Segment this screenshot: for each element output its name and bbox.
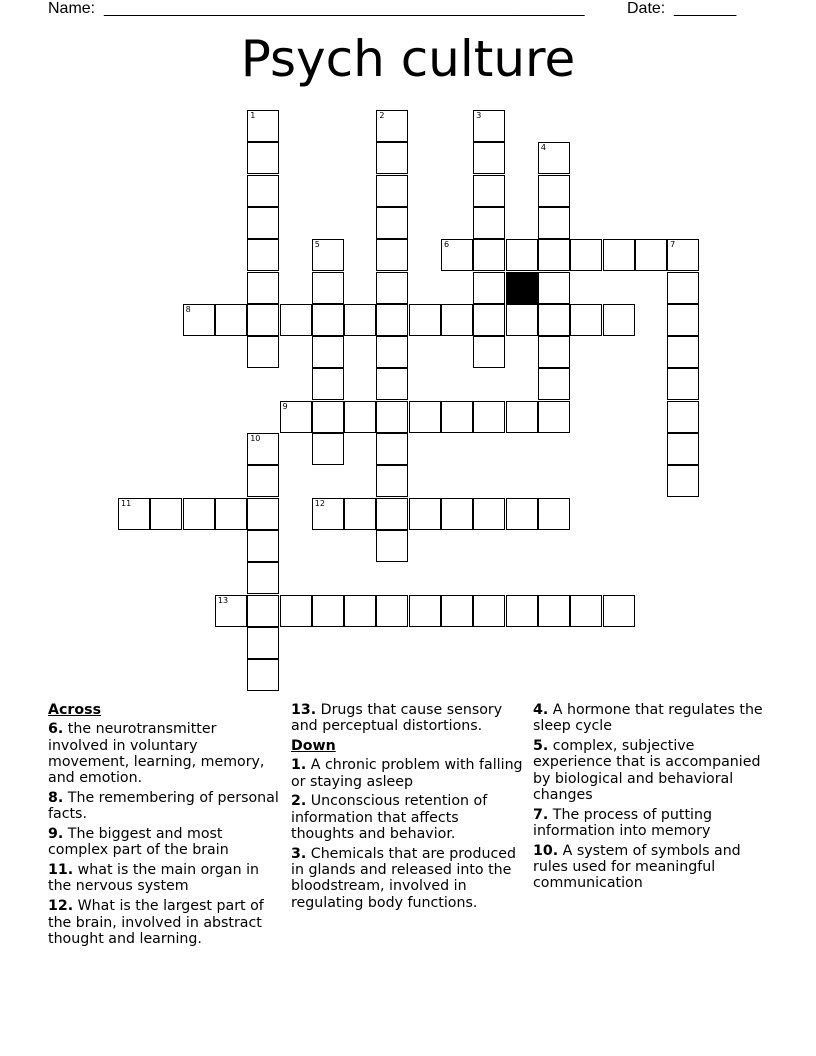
clue-number: 11 [121, 498, 132, 508]
down-clue-3: 3. Chemicals that are produced in glands and released into the bloodstream, involved in regulating body functions. [291, 845, 517, 911]
grid-cell[interactable] [441, 304, 473, 336]
grid-cell[interactable] [441, 595, 473, 627]
grid-cell[interactable] [441, 239, 473, 271]
grid-cell[interactable] [506, 239, 538, 271]
grid-cell[interactable] [538, 401, 570, 433]
grid-cell[interactable] [506, 304, 538, 336]
grid-cell[interactable] [667, 336, 699, 368]
across-clue-9: 9. The biggest and most complex part of the brain [48, 826, 229, 859]
across-clue-12: 12. What is the largest part of the brain, involved in abstract thought and learning. [48, 898, 264, 947]
clue-number: 13 [217, 595, 229, 605]
grid-cell[interactable] [570, 239, 602, 271]
grid-cell[interactable] [376, 207, 408, 239]
grid-cell[interactable] [247, 627, 279, 659]
clue-number: 5 [314, 240, 320, 250]
grid-cell[interactable] [376, 368, 408, 400]
grid-cell[interactable] [376, 239, 408, 271]
grid-cell[interactable] [473, 498, 505, 530]
grid-cell[interactable] [215, 498, 247, 530]
clue-number: 1 [250, 111, 256, 120]
clue-number: 6 [444, 240, 450, 250]
black-cell [506, 272, 538, 304]
grid-cell[interactable] [538, 142, 570, 174]
down-clue-7: 7. The process of putting information into memory [533, 806, 712, 840]
grid-cell[interactable] [376, 401, 408, 433]
grid-cell[interactable] [376, 336, 408, 368]
grid-cell[interactable] [247, 595, 279, 627]
date-label: Date: [627, 0, 666, 17]
across-clue-6: 6. the neurotransmitter involved in voluntary movement, learning, memory, and emotion. [48, 721, 265, 787]
clue-number: 10 [250, 434, 261, 443]
grid-cell[interactable] [215, 595, 247, 627]
clues-column-3 [533, 702, 773, 895]
grid-cell[interactable] [312, 595, 344, 627]
grid-cell[interactable] [409, 401, 441, 433]
page-title: Psych culture [240, 30, 576, 88]
grid-cell[interactable] [409, 304, 441, 336]
name-field[interactable]: ______________________________________________________ [104, 0, 585, 17]
grid-cell[interactable] [344, 304, 376, 336]
grid-cell[interactable] [473, 272, 505, 304]
grid-cell[interactable] [538, 595, 570, 627]
grid-cell[interactable] [473, 401, 505, 433]
grid-cell[interactable] [441, 498, 473, 530]
grid-cell[interactable] [247, 110, 279, 142]
grid-cell[interactable] [247, 530, 279, 562]
grid-cell[interactable] [667, 304, 699, 336]
grid-cell[interactable] [247, 304, 279, 336]
grid-cell[interactable] [538, 207, 570, 239]
grid-cell[interactable] [312, 498, 344, 530]
grid-cell[interactable] [473, 142, 505, 174]
grid-cell[interactable] [150, 498, 182, 530]
clue-number: 12 [314, 498, 325, 508]
grid-cell[interactable] [376, 595, 408, 627]
grid-cell[interactable] [473, 207, 505, 239]
grid-cell[interactable] [118, 498, 150, 530]
clue-number: 8 [185, 304, 191, 314]
grid-cell[interactable] [473, 304, 505, 336]
clue-number: 4 [540, 143, 546, 153]
grid-cell[interactable] [409, 498, 441, 530]
grid-cell[interactable] [538, 175, 570, 207]
grid-cell[interactable] [376, 530, 408, 562]
across-clue-11: 11. what is the main organ in the nervous system [48, 862, 260, 895]
down-clue-1: 1. A chronic problem with falling or staying asleep [291, 757, 523, 790]
clue-number: 7 [670, 240, 676, 250]
across-clue-13: 13. Drugs that cause sensory and perceptual distortions. [291, 702, 503, 735]
grid-cell[interactable] [538, 336, 570, 368]
grid-cell[interactable] [247, 207, 279, 239]
grid-cell[interactable] [376, 142, 408, 174]
grid-cell[interactable] [538, 498, 570, 530]
down-clue-5: 5. complex, subjective experience that is accompanied by biological and behavioral changes [533, 738, 761, 803]
grid-cell[interactable] [312, 304, 344, 336]
grid-cell[interactable] [409, 595, 441, 627]
grid-cell[interactable] [376, 175, 408, 207]
grid-cell[interactable] [183, 498, 215, 530]
grid-cell[interactable] [376, 498, 408, 530]
clues-column-2 [291, 702, 526, 915]
grid-cell[interactable] [538, 272, 570, 304]
grid-cell[interactable] [280, 401, 312, 433]
grid-cell[interactable] [635, 239, 667, 271]
grid-cell[interactable] [473, 175, 505, 207]
grid-cell[interactable] [312, 272, 344, 304]
grid-cell[interactable] [667, 239, 699, 271]
grid-cell[interactable] [473, 239, 505, 271]
grid-cell[interactable] [312, 401, 344, 433]
grid-cell[interactable] [538, 239, 570, 271]
grid-cell[interactable] [667, 401, 699, 433]
grid-cell[interactable] [506, 401, 538, 433]
grid-cell[interactable] [603, 239, 635, 271]
grid-cell[interactable] [473, 110, 505, 142]
down-clue-2: 2. Unconscious retention of information that affects thoughts and behavior. [291, 793, 488, 843]
grid-cell[interactable] [344, 498, 376, 530]
grid-cell[interactable] [247, 433, 279, 465]
grid-cell[interactable] [247, 562, 279, 594]
down-heading: Down [291, 738, 336, 755]
clue-number: 9 [282, 401, 288, 411]
grid-cell[interactable] [247, 175, 279, 207]
grid-cell[interactable] [667, 368, 699, 400]
grid-cell[interactable] [570, 595, 602, 627]
grid-cell[interactable] [441, 401, 473, 433]
grid-cell[interactable] [183, 304, 215, 336]
clues-column-1 [48, 702, 280, 951]
grid-cell[interactable] [376, 433, 408, 465]
grid-cell[interactable] [667, 272, 699, 304]
grid-cell[interactable] [376, 110, 408, 142]
grid-cell[interactable] [667, 433, 699, 465]
grid-cell[interactable] [312, 239, 344, 271]
grid-cell[interactable] [603, 304, 635, 336]
across-clue-8: 8. The remembering of personal facts. [48, 789, 279, 823]
grid-cell[interactable] [376, 272, 408, 304]
grid-cell[interactable] [312, 368, 344, 400]
grid-cell[interactable] [247, 498, 279, 530]
grid-cell[interactable] [312, 433, 344, 465]
grid-cell[interactable] [247, 336, 279, 368]
down-clue-4: 4. A hormone that regulates the sleep cycle [533, 702, 763, 735]
grid-cell[interactable] [473, 595, 505, 627]
grid-cell[interactable] [376, 304, 408, 336]
grid-cell[interactable] [247, 239, 279, 271]
grid-cell[interactable] [506, 595, 538, 627]
grid-cell[interactable] [570, 304, 602, 336]
grid-cell[interactable] [312, 336, 344, 368]
grid-cell[interactable] [280, 595, 312, 627]
grid-cell[interactable] [247, 272, 279, 304]
clue-number: 3 [476, 111, 482, 120]
down-clue-10: 10. A system of symbols and rules used for meaningful communication [533, 842, 741, 892]
grid-cell[interactable] [538, 304, 570, 336]
grid-cell[interactable] [280, 304, 312, 336]
across-heading: Across [48, 702, 102, 718]
grid-cell[interactable] [344, 595, 376, 627]
grid-cell[interactable] [667, 465, 699, 497]
clue-number: 2 [379, 111, 385, 120]
date-field[interactable]: _______ [674, 0, 737, 17]
name-label: Name: [48, 0, 96, 17]
grid-cell[interactable] [344, 401, 376, 433]
grid-cell[interactable] [247, 659, 279, 691]
grid-cell[interactable] [247, 465, 279, 497]
grid-cell[interactable] [215, 304, 247, 336]
grid-cell[interactable] [247, 142, 279, 174]
grid-cell[interactable] [603, 595, 635, 627]
grid-cell[interactable] [538, 368, 570, 400]
grid-cell[interactable] [376, 465, 408, 497]
grid-cell[interactable] [473, 336, 505, 368]
grid-cell[interactable] [506, 498, 538, 530]
